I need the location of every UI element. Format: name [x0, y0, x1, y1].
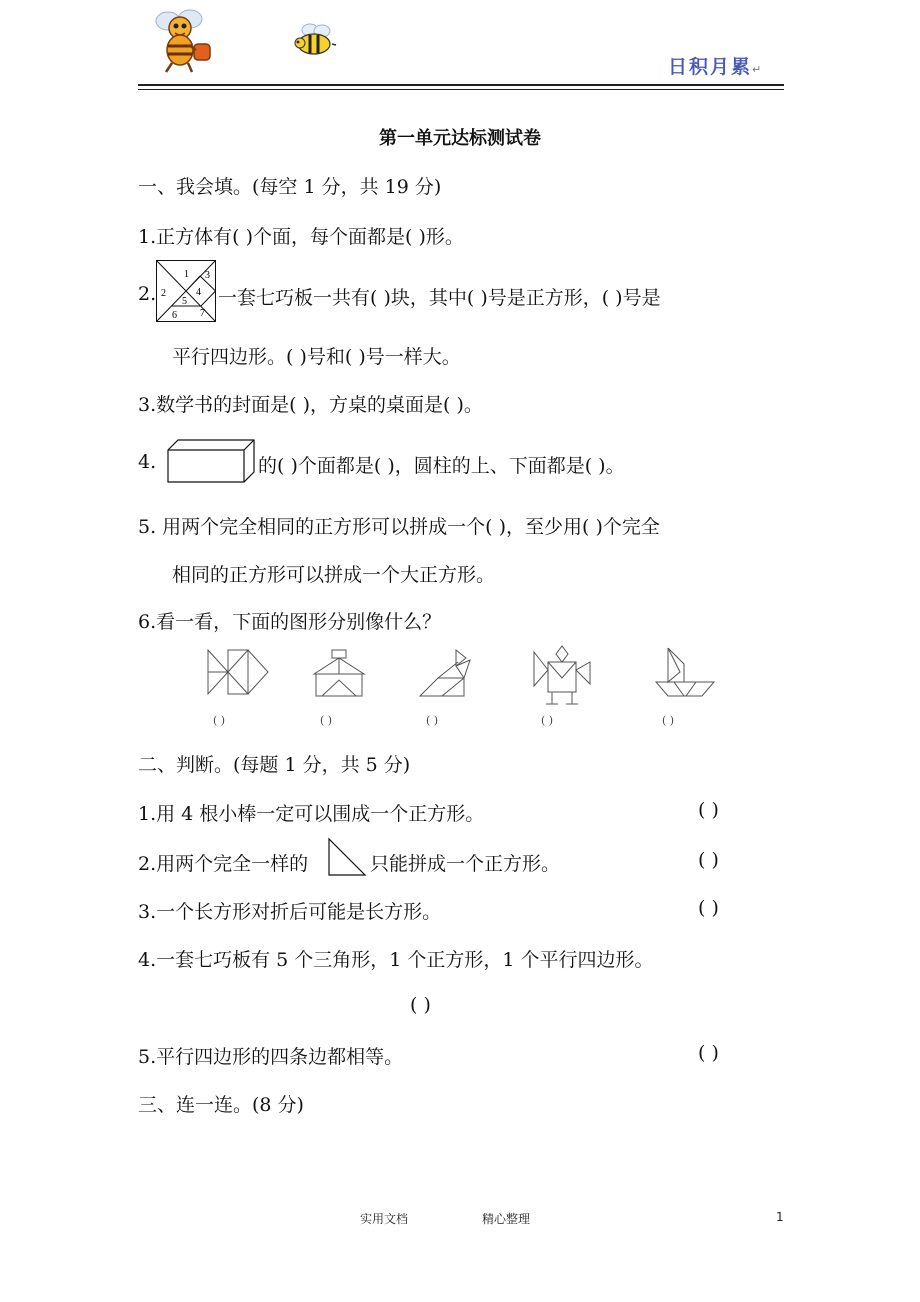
judgement-1: 1.用 4 根小棒一定可以围成一个正方形。: [138, 803, 485, 825]
question-4-number: 4.: [138, 451, 157, 473]
judgement-4: 4.一套七巧板有 5 个三角形，1 个正方形，1 个平行四边形。: [138, 949, 654, 971]
section3-heading: 三、连一连。(8 分): [138, 1094, 304, 1116]
question-6: 6.看一看，下面的图形分别像什么？: [138, 611, 442, 633]
footer-left: 实用文档: [360, 1212, 409, 1226]
question-1: 1.正方体有( )个面，每个面都是( )形。: [138, 226, 464, 248]
section2-heading: 二、判断。(每题 1 分，共 5 分): [138, 754, 411, 776]
return-mark: ↵: [752, 63, 762, 76]
question-3: 3.数学书的封面是( )，方桌的桌面是( )。: [138, 394, 483, 416]
cuboid-figure: [166, 438, 256, 484]
q6-answer-blank-2[interactable]: ( ): [320, 714, 333, 727]
brand-text: 日积月累: [668, 56, 753, 78]
tangram-label-1: 1: [184, 269, 189, 280]
question-5-line-2: 相同的正方形可以拼成一个大正方形。: [172, 564, 496, 586]
swan-figure: [418, 650, 472, 698]
q6-answer-blank-5[interactable]: ( ): [662, 714, 675, 727]
judgement-3: 3.一个长方形对折后可能是长方形。: [138, 901, 442, 923]
bee-with-honey-icon: [150, 6, 216, 74]
question-5-line-1: 5. 用两个完全相同的正方形可以拼成一个( )，至少用( )个完全: [138, 516, 660, 538]
judgement-3-blank[interactable]: ( ): [698, 897, 719, 919]
brand-label: [668, 52, 761, 79]
question-2-line-2: 平行四边形。( )号和( )号一样大。: [172, 346, 461, 368]
judgement-5: 5.平行四边形的四条边都相等。: [138, 1046, 404, 1068]
judgement-2-after: 只能拼成一个正方形。: [370, 853, 561, 875]
q6-answer-blank-1[interactable]: ( ): [213, 714, 226, 727]
judgement-2-before: 2.用两个完全一样的: [138, 853, 309, 875]
house-figure: [312, 650, 366, 696]
judgement-4-blank[interactable]: ( ): [410, 994, 431, 1016]
page-title: 第一单元达标测试卷: [379, 128, 541, 149]
header-divider-thin: [138, 89, 784, 90]
tangram-label-2: 2: [161, 288, 166, 299]
tangram-label-5: 5: [182, 296, 187, 307]
judgement-2-blank[interactable]: ( ): [698, 849, 719, 871]
fish-figure: [204, 648, 268, 696]
question-2-number: 2.: [138, 283, 157, 305]
q6-answer-blank-3[interactable]: ( ): [426, 714, 439, 727]
tangram-label-7: 7: [200, 308, 205, 319]
question-2-line-1: 一套七巧板一共有( )块，其中( )号是正方形，( )号是: [218, 287, 661, 309]
section1-heading: 一、我会填。(每空 1 分，共 19 分): [138, 176, 442, 198]
q6-answer-blank-4[interactable]: ( ): [541, 714, 554, 727]
right-triangle-icon: [328, 838, 366, 876]
judgement-5-blank[interactable]: ( ): [698, 1042, 719, 1064]
page-number: 1: [776, 1210, 784, 1224]
footer-center: 精心整理: [482, 1212, 531, 1226]
tangram-label-6: 6: [172, 310, 177, 321]
question-4-text: 的( )个面都是( )，圆柱的上、下面都是( )。: [258, 455, 625, 477]
judgement-1-blank[interactable]: ( ): [698, 799, 719, 821]
tangram-label-3: 3: [205, 270, 210, 281]
person-figure: [530, 646, 594, 706]
tangram-label-4: 4: [196, 287, 201, 298]
header-divider: [138, 84, 784, 86]
boat-figure: [654, 646, 716, 698]
bee-icon: [288, 24, 336, 58]
tangram-figure: [156, 260, 216, 322]
